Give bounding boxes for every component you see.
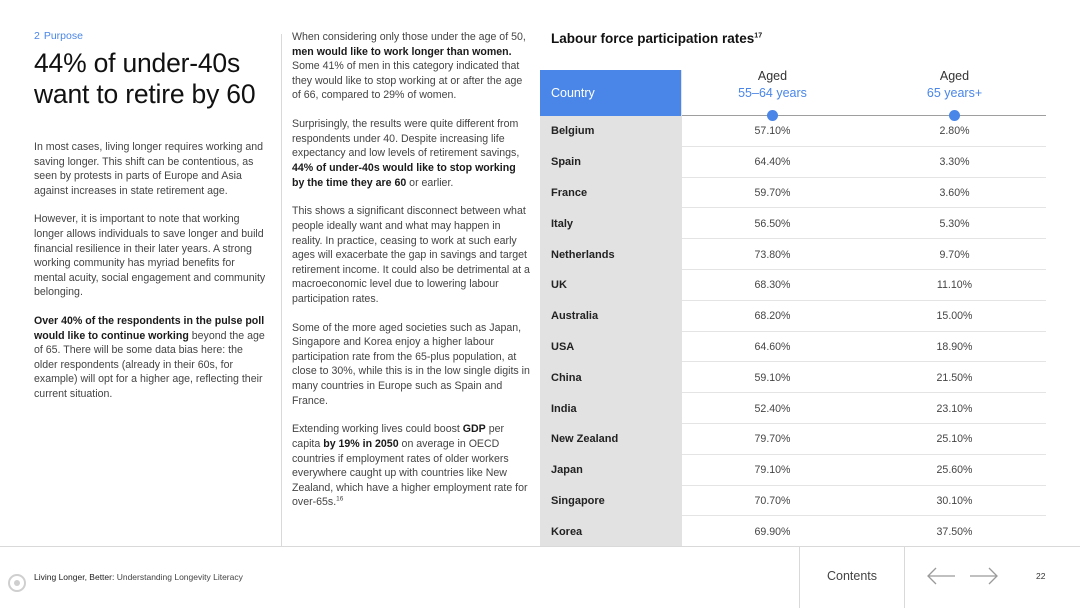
document-title-rest: Understanding Longevity Literacy: [114, 572, 243, 582]
document-title: [34, 572, 243, 582]
rate-55-64-cell: 79.10%: [754, 464, 791, 477]
table-row: [540, 424, 1046, 455]
arrow-right-icon[interactable]: [969, 566, 999, 586]
country-cell: Belgium: [551, 125, 595, 138]
table-title: [551, 31, 762, 46]
country-cell: Spain: [551, 156, 581, 169]
rate-55-64-cell: 68.20%: [754, 310, 791, 323]
table-row: [540, 208, 1046, 239]
page-title: 44% of under-40s want to retire by 60: [34, 48, 256, 109]
section-label: [34, 30, 266, 42]
footer-divider: [0, 546, 1080, 547]
body-text: per capita: [292, 423, 505, 450]
table-row: [540, 239, 1046, 270]
table-row: [540, 516, 1046, 547]
country-cell: Netherlands: [551, 248, 615, 261]
intro-paragraph-2: However, it is important to note that working longer allows individuals to save longer and build financial resilience in their later years. A strong working community has myriad benefits for mental acuity, social engagement and community belonging.: [34, 213, 266, 299]
rate-65-plus-cell: 23.10%: [936, 402, 973, 415]
rate-65-plus-cell: 5.30%: [939, 217, 970, 230]
table-title-text: Labour force participation rates: [551, 31, 755, 46]
highlight-text: Over 40% of the respondents in the pulse poll would like to continue working: [34, 314, 265, 342]
country-cell: Italy: [551, 217, 574, 230]
country-header: Country: [540, 70, 681, 116]
footnote-ref: 16: [336, 495, 344, 503]
intro-paragraph-3: [34, 314, 266, 402]
highlight-text: 44% of under-40s would like to stop working by the time they are 60: [292, 161, 516, 189]
rate-65-plus-cell: 11.10%: [936, 279, 973, 292]
column-header-range: 65 years+: [926, 86, 983, 100]
table-row: [540, 332, 1046, 363]
rate-65-plus-cell: 30.10%: [936, 494, 973, 507]
body-paragraph-1: [292, 30, 530, 103]
column-header-range: 55–64 years: [738, 86, 807, 100]
table-row: [540, 486, 1046, 517]
rate-65-plus-cell: 2.80%: [939, 125, 970, 138]
body-text: or earlier.: [406, 176, 454, 189]
document-title-bold: Living Longer, Better:: [34, 572, 115, 582]
body-text: Extending working lives could boost: [292, 423, 463, 436]
highlight-text: by 19% in 2050: [323, 438, 399, 450]
intro-column: [34, 30, 266, 416]
body-text: When considering only those under the age of 50,: [292, 31, 526, 43]
highlight-text: GDP: [462, 423, 486, 436]
body-paragraph-5: [292, 422, 530, 510]
rate-55-64-cell: 64.60%: [754, 340, 791, 353]
rate-55-64-cell: 73.80%: [754, 248, 791, 261]
footer-divider-vertical: [904, 547, 905, 608]
arrow-left-icon[interactable]: [926, 566, 956, 586]
rate-65-plus-cell: 3.60%: [939, 186, 970, 199]
footnote-ref: 17: [754, 32, 763, 40]
rate-65-plus-cell: 25.10%: [936, 433, 973, 446]
body-paragraph-3: This shows a significant disconnect between what people ideally want and what may happen in reality. In practice, ceasing to work at such early ages will exacerbate the gap in savings and target retirement income. It could also be detrimental at a macroeconomic level due to lowering labour participation rates.: [292, 205, 530, 305]
country-cell: UK: [551, 279, 567, 292]
table-row: [540, 362, 1046, 393]
intro-paragraph-1: In most cases, living longer requires working and saving longer. This shift can be contentious, as seen by protests in parts of Europe and Asia against increases in state retirement age.: [34, 141, 264, 197]
highlight-text: men would like to work longer than women.: [292, 45, 512, 58]
rate-65-plus-cell: 18.90%: [936, 340, 973, 353]
column-header-label: Aged: [939, 69, 970, 83]
rate-65-plus-cell: 25.60%: [936, 464, 973, 477]
rate-55-64-cell: 56.50%: [754, 217, 791, 230]
rate-65-plus-cell: 9.70%: [939, 248, 970, 261]
watermark-logo-icon: [4, 572, 30, 594]
contents-link[interactable]: Contents: [826, 569, 878, 583]
country-cell: USA: [551, 340, 575, 353]
rate-65-plus-cell: 3.30%: [939, 156, 970, 169]
rate-65-plus-cell: 37.50%: [936, 525, 973, 538]
column-divider: [281, 34, 282, 546]
column-header-65-plus: [863, 68, 1046, 102]
rate-65-plus-cell: 15.00%: [936, 310, 973, 323]
body-paragraph-4: Some of the more aged societies such as Japan, Singapore and Korea enjoy a higher labour participation rate from the 65-plus population, at close to 30%, while this is in the low single digits in many countries in Europe such as Spain and France.: [292, 321, 530, 407]
section-name: Purpose: [43, 30, 83, 42]
table-row: [540, 393, 1046, 424]
rate-55-64-cell: 59.70%: [754, 186, 791, 199]
rate-55-64-cell: 52.40%: [754, 402, 791, 415]
body-column: [292, 30, 530, 524]
country-cell: China: [551, 371, 582, 384]
section-number: 2: [34, 30, 40, 42]
country-cell: Japan: [551, 464, 583, 477]
table-row: [540, 178, 1046, 209]
body-text: Surprisingly, the results were quite different from respondents under 40. Despite increasing life expectancy and low levels of retirement savings,: [292, 118, 520, 160]
rate-55-64-cell: 64.40%: [754, 156, 791, 169]
table-row: [540, 455, 1046, 486]
country-cell: India: [551, 402, 577, 415]
country-cell: Korea: [551, 525, 583, 538]
table-row: [540, 270, 1046, 301]
body-text: Some 41% of men in this category indicated that they would like to stop working at or after the age of 66, compared to 29% of women.: [292, 60, 523, 102]
rate-65-plus-cell: 21.50%: [936, 371, 973, 384]
rate-55-64-cell: 68.30%: [754, 279, 791, 292]
page-number: 22: [1036, 571, 1046, 581]
body-text: beyond the age of 65. There will be some data bias here: the older respondents (already in their 60s, for example) will opt for a higher age, reflecting their current situation.: [34, 329, 265, 400]
rate-55-64-cell: 79.70%: [754, 433, 791, 446]
table-row: [540, 301, 1046, 332]
body-text: on average in OECD countries if employment rates of older workers everywhere caught up with countries like New Zealand, which have a higher employment rate for over-65s.: [292, 438, 528, 509]
country-cell: Australia: [551, 310, 599, 323]
table-row: [540, 147, 1046, 178]
rate-55-64-cell: 59.10%: [754, 371, 791, 384]
country-cell: France: [551, 186, 588, 199]
country-cell: New Zealand: [551, 433, 619, 446]
body-paragraph-2: [292, 117, 530, 190]
rate-55-64-cell: 70.70%: [754, 494, 791, 507]
table-body: [540, 116, 1046, 547]
table-row: [540, 116, 1046, 147]
column-header-label: Aged: [757, 69, 788, 83]
country-cell: Singapore: [551, 494, 605, 507]
rate-55-64-cell: 57.10%: [754, 125, 791, 138]
rate-55-64-cell: 69.90%: [754, 525, 791, 538]
column-header-55-64: [682, 68, 863, 102]
